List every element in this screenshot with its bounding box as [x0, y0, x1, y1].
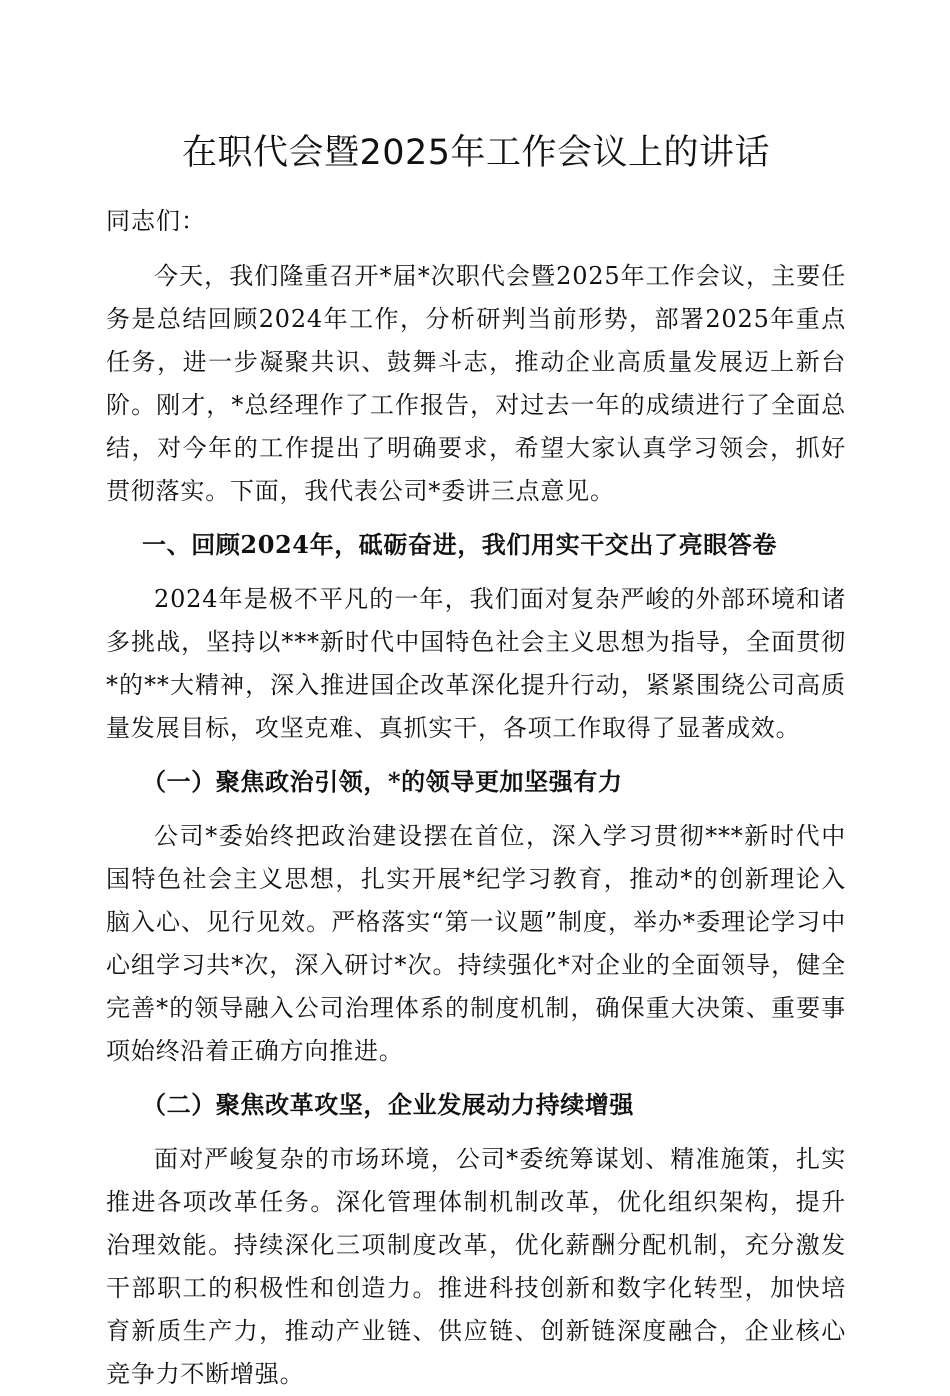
salutation: 同志们： — [106, 207, 206, 235]
subsection-heading-2: （二）聚焦改革攻坚，企业发展动力持续增强 — [142, 1090, 634, 1119]
document-title: 在职代会暨2025年工作会议上的讲话 — [181, 133, 771, 173]
subsection-2-paragraph: 面对严峻复杂的市场环境，公司*委统筹谋划、精准施策，扎实推进各项改革任务。深化管理体制机制改革，优化组织架构，提升治理效能。持续深化三项制度改革，优化薪酬分配机制，充分激发干部职工的积极性和创造力。推进科技创新和数字化转型，加快培育新质生产力，推动产业链、供应链、创新链深度融合，企业核心竞争力不断增强。 — [106, 1145, 846, 1388]
subsection-heading-1: （一）聚焦政治引领，*的领导更加坚强有力 — [142, 767, 623, 796]
intro-paragraph: 今天，我们隆重召开*届*次职代会暨2025年工作会议，主要任务是总结回顾2024年工作，分析研判当前形势，部署2025年重点任务，进一步凝聚共识、鼓舞斗志，推动企业高质量发展迈上新台阶。刚才，*总经理作了工作报告，对过去一年的成绩进行了全面总结，对今年的工作提出了明确要求，希望大家认真学习领会，抓好贯彻落实。下面，我代表公司*委讲三点意见。 — [106, 262, 846, 505]
document-page — [106, 128, 846, 1396]
subsection-1-paragraph: 公司*委始终把政治建设摆在首位，深入学习贯彻***新时代中国特色社会主义思想，扎实开展*纪学习教育，推动*的创新理论入脑入心、见行见效。严格落实“第一议题”制度，举办*委理论学习中心组学习共*次，深入研讨*次。持续强化*对企业的全面领导，健全完善*的领导融入公司治理体系的制度机制，确保重大决策、重要事项始终沿着正确方向推进。 — [106, 822, 846, 1065]
section-1-paragraph: 2024年是极不平凡的一年，我们面对复杂严峻的外部环境和诸多挑战，坚持以***新时代中国特色社会主义思想为指导，全面贯彻*的**大精神，深入推进国企改革深化提升行动，紧紧围绕公司高质量发展目标，攻坚克难、真抓实干，各项工作取得了显著成效。 — [106, 585, 846, 742]
section-heading-1: 一、回顾2024年，砥砺奋进，我们用实干交出了亮眼答卷 — [142, 530, 777, 559]
